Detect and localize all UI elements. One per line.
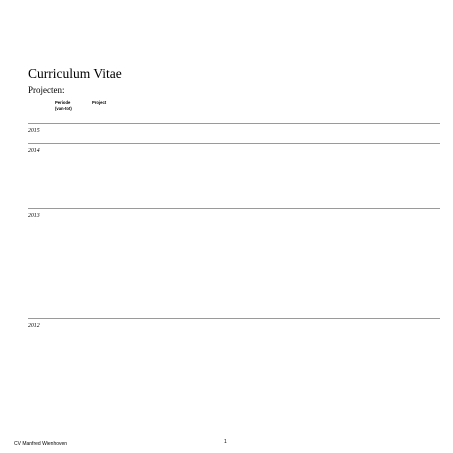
document-title: Curriculum Vitae: [28, 66, 122, 81]
column-header-period: Periode (van-tot): [55, 100, 72, 111]
section-divider: [28, 318, 440, 319]
section-year: 2014: [28, 148, 40, 154]
section-divider: [28, 123, 440, 124]
column-header-project: Project: [92, 100, 107, 105]
section-divider: [28, 208, 440, 209]
page-number: 1: [224, 439, 227, 445]
section-year: 2015: [28, 128, 40, 134]
section-year: 2013: [28, 213, 40, 219]
document-subtitle: Projecten:: [28, 85, 65, 95]
section-year: 2012: [28, 323, 40, 329]
section-divider: [28, 143, 440, 144]
page-footer: CV Manfred Wienhoven: [14, 441, 68, 447]
